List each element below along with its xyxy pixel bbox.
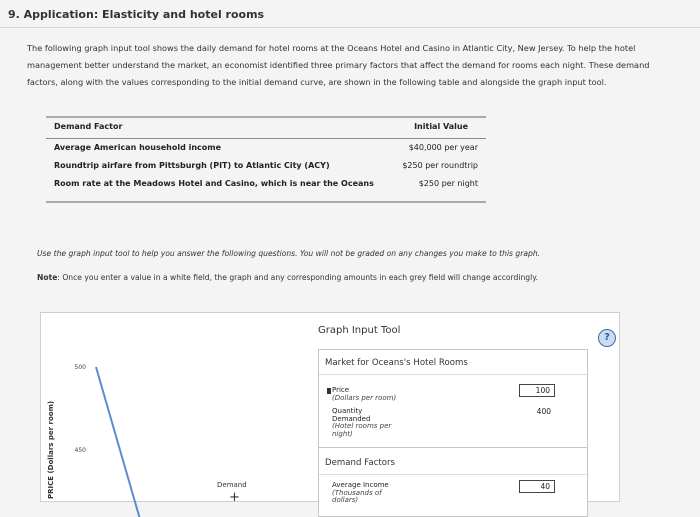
quantity-label: Quantity Demanded (Hotel rooms per night)	[332, 407, 392, 438]
factor-value: $250 per night	[418, 179, 478, 188]
tool-title: Graph Input Tool	[318, 325, 401, 336]
market-title: Market for Oceans's Hotel Rooms	[325, 358, 468, 368]
instruction-text: Use the graph input tool to help you answer the following questions. You will not be graded on any changes you make to this graph.	[37, 249, 541, 258]
square-icon	[327, 388, 331, 394]
graph-input-tool	[40, 312, 620, 505]
divider	[0, 27, 700, 28]
table-row	[46, 175, 486, 193]
income-input[interactable]: 40	[519, 480, 555, 493]
question-title: 9. Application: Elasticity and hotel rooms	[8, 8, 265, 21]
quantity-output: 400	[536, 407, 551, 416]
factor-name: Roundtrip airfare from Pittsburgh (PIT) to Atlantic City (ACY)	[54, 161, 330, 170]
note-label: Note	[37, 273, 58, 282]
factor-value: $250 per roundtrip	[402, 161, 478, 170]
y-tick-label: 500	[74, 364, 86, 371]
factor-name: Room rate at the Meadows Hotel and Casino, which is near the Oceans	[54, 179, 374, 188]
factor-name: Average American household income	[54, 143, 222, 152]
note-body: : Once you enter a value in a white field, the graph and any corresponding amounts in each grey field will change accordingly.	[57, 273, 539, 282]
y-tick-label: 450	[74, 447, 86, 454]
header-initial-value: Initial Value	[414, 122, 468, 131]
price-label: Price (Dollars per room)	[332, 386, 397, 402]
price-input[interactable]: 100	[519, 384, 555, 397]
demand-graph[interactable]	[41, 313, 301, 503]
demand-curve[interactable]	[96, 367, 288, 517]
factor-value: $40,000 per year	[408, 143, 478, 152]
demand-factors-box	[318, 447, 588, 517]
table-header-row	[46, 118, 486, 139]
drag-handle-icon[interactable]: +	[229, 490, 240, 505]
demand-label: Demand	[217, 481, 247, 489]
demand-factor-table	[46, 116, 486, 203]
note-text	[37, 273, 538, 282]
demand-chart[interactable]	[41, 313, 301, 503]
tool-panel	[316, 321, 616, 503]
y-axis-label: PRICE (Dollars per room)	[47, 400, 55, 499]
income-label: Average Income (Thousands of dollars)	[332, 481, 389, 504]
intro-paragraph: The following graph input tool shows the daily demand for hotel rooms at the Oceans Hotel and Casino in Atlantic City, New Jersey. To help the hotel management better understand the market, an economist identified three primary factors that affect the demand for rooms each night. These demand factors, along with the values corresponding to the initial demand curve, are shown in the following table and alongside the graph input tool.	[27, 43, 650, 87]
market-box	[318, 349, 588, 451]
table-row	[46, 139, 486, 157]
help-icon[interactable]: ?	[598, 329, 616, 347]
demand-factors-title: Demand Factors	[325, 458, 395, 468]
header-demand-factor: Demand Factor	[54, 122, 123, 131]
table-row	[46, 157, 486, 175]
